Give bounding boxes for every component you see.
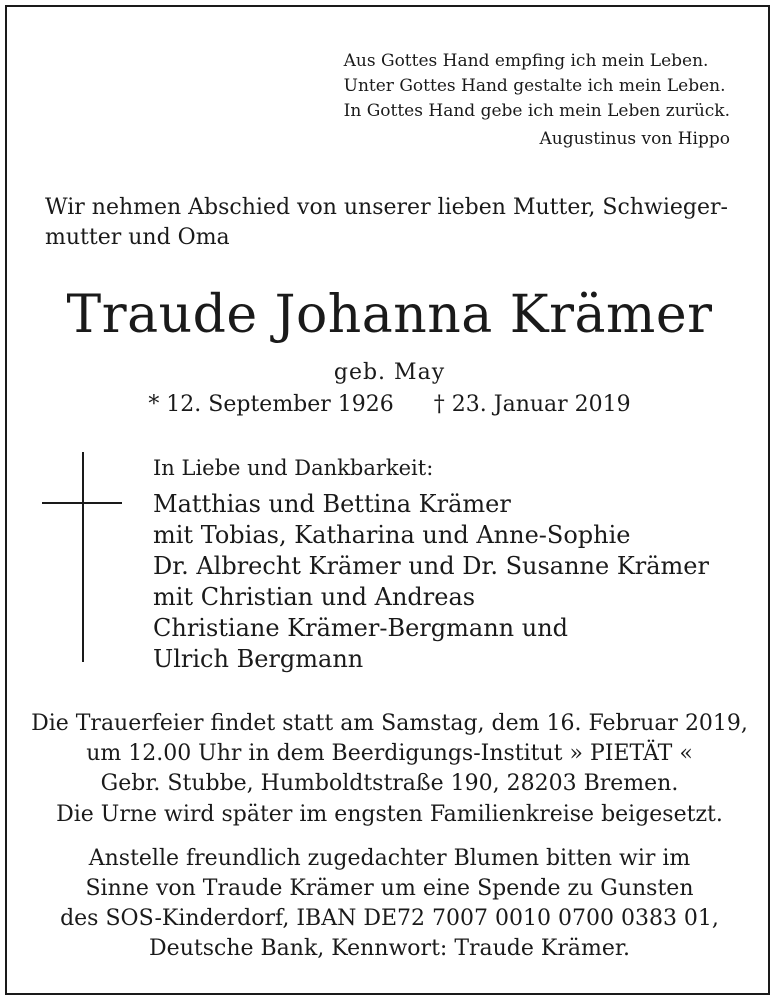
ceremony-line: um 12.00 Uhr in dem Beerdigungs-Institut » PIETÄT «	[86, 741, 693, 766]
mourners-lead: In Liebe und Dankbarkeit:	[153, 456, 434, 480]
birth-date: * 12. September 1926	[148, 392, 394, 417]
mourner-line: Ulrich Bergmann	[153, 645, 364, 673]
quote-line: Unter Gottes Hand gestalte ich mein Leben.	[343, 76, 726, 96]
donation-line: Sinne von Traude Krämer um eine Spende zu Gunsten	[85, 876, 694, 901]
intro-text	[45, 193, 745, 253]
mourner-line: Matthias und Bettina Krämer	[153, 490, 511, 518]
ceremony-line: Die Trauerfeier findet statt am Samstag, dem 16. Februar 2019,	[31, 711, 748, 736]
ceremony-details	[7, 709, 772, 799]
intro-line: mutter und Oma	[45, 225, 230, 250]
mourners-list	[153, 453, 753, 675]
cross-icon	[82, 452, 84, 662]
quote-line: In Gottes Hand gebe ich mein Leben zurück.	[343, 101, 730, 121]
urn-notice: Die Urne wird später im engsten Familienkreise beigesetzt.	[56, 802, 723, 827]
intro-line: Wir nehmen Abschied von unserer lieben Mutter, Schwieger-	[45, 195, 728, 220]
deceased-name: Traude Johanna Krämer	[66, 285, 713, 345]
quote-line: Aus Gottes Hand empfing ich mein Leben.	[343, 51, 709, 71]
life-dates	[7, 390, 772, 420]
mourner-line: Christiane Krämer-Bergmann und	[153, 614, 569, 642]
donation-line: Deutsche Bank, Kennwort: Traude Krämer.	[149, 936, 630, 961]
donation-request	[7, 844, 772, 964]
birth-name: geb. May	[333, 360, 446, 385]
donation-line: Anstelle freundlich zugedachter Blumen bitten wir im	[88, 846, 691, 871]
ceremony-line: Gebr. Stubbe, Humboldtstraße 190, 28203 Bremen.	[100, 771, 679, 796]
cross-icon-bar	[42, 502, 122, 504]
epigraph-quote	[344, 49, 730, 152]
mourner-line: mit Christian und Andreas	[153, 583, 476, 611]
donation-line: des SOS-Kinderdorf, IBAN DE72 7007 0010 0700 0383 01,	[60, 906, 719, 931]
death-date: † 23. Januar 2019	[433, 392, 631, 417]
quote-author: Augustinus von Hippo	[539, 129, 730, 149]
mourner-line: Dr. Albrecht Krämer und Dr. Susanne Krämer	[153, 552, 709, 580]
obituary-notice	[5, 5, 770, 995]
mourner-line: mit Tobias, Katharina und Anne-Sophie	[153, 521, 631, 549]
